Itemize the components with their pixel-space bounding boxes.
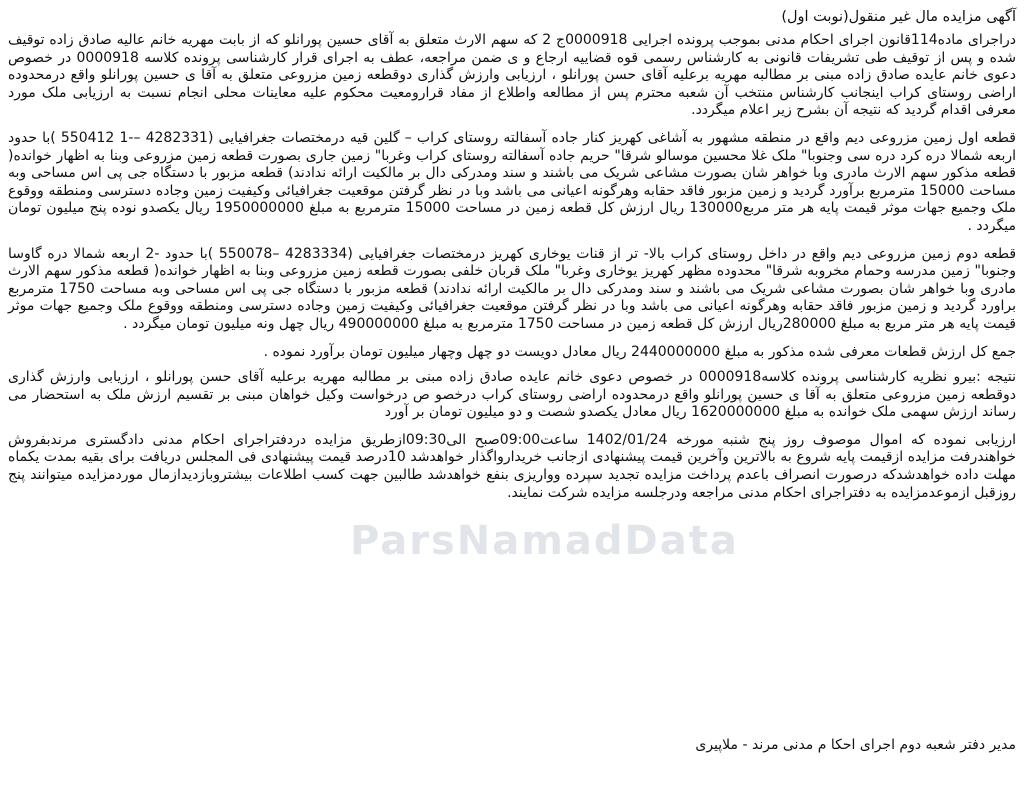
notice-title: آگهی مزایده مال غیر منقول(نوبت اول) [781, 9, 1016, 25]
parcel-two-paragraph: قطعه دوم زمین مزروعی دیم واقع در داخل روستای کراب بالا- تر از قنات یوخاری کهریز درمختصات جغرافیایی (4283334 –550078 )با حدود -2 اربعه شمالا دره گاوسا وجنوبا" زمین مدرسه وحمام مخروبه شرقا" محدوده مظهر کهریز یوخاری وغربا" ملک قربان خلفی بصورت قطعه زمین مزروعی وبنا به اظهار خوانده( قطعه مذکور سهم الارث مادری وبا خواهر شان بصورت مشاعی شریک می باشند و سند ومدرکی دال بر مالکیت ارائه ندادند) قطعه مزبور با دستگاه جی پی اس مساحی وبه مساحت 1750 مترمربع براورد گردید و زمین مزبور فاقد حقابه وهرگونه اعیانی می باشد وبا در نظر گرفتن موقعیت جغرافیائی وکیفیت زمین وجاده دسترسی ومنطقه ووقوع ملک وجمیع جهات موثر قیمت پایه هر متر مربع به مبلغ 280000ریال ارزش کل قطعه زمین در مساحت 1750 مترمربع به مبلغ 490000000 ریال چهل ونه میلیون تومان میگردد . [8, 245, 1017, 332]
watermark-text: ParsNamadData [350, 518, 739, 564]
total-value-paragraph: جمع کل ارزش قطعات معرفی شده مذکور به مبلغ 2440000000 ریال معادل دویست دو چهل وچهار میلیون تومان برآورد نموده . [263, 343, 1016, 360]
intro-paragraph: دراجرای ماده114قانون اجرای احکام مدنی بموجب پرونده اجرایی 0000918ج 2 که سهم الارث متعلق به آقای حسین پورانلو که از بابت مهریه خانم عالیه صادق زاده توقیف شده و پس از توقیف طی تشریفات قانونی به کارشناس رسمی قوه قضاییه ارجاع و ی ضمن مراجعه، عطف به اجرای قرار کارشناسی پرونده کلاسه 0000918 در خصوص دعوی خانم عایده صادق زاده مبنی بر مطالبه مهریه برعلیه آقای حسن پورانلو ، ارزیابی وارزش گذاری دوقطعه زمین مزروعی متعلق به آقا ی حسین پورانلو واقع درمحدوده اراضی روستای کراب اینجانب کارشناس منتخب آن شعبه محترم پس از مطالعه واطلاع از مفاد قرارومعیت محکوم علیه معاینات محلی انجام نسبت به ارزیابی ملک مورد معرفی اقدام گردید که نتیجه آن بشرح زیر اعلام میگردد. [8, 32, 1016, 119]
auction-details-paragraph: ارزیابی نموده که اموال موصوف روز پنج شنبه مورخه 1402/01/24 ساعت09:00صبح الی09:30ازطریق مزایده دردفتراجرای احکام مدنی دادگستری مرندبفروش خواهندرفت مزایده ازقیمت پایه شروع به بالاترین وآخرین قیمت پیشنهادی ازجانب خریدارواگذار خواهدشد 10درصد قیمت پیشنهادی فی المجلس دریافت برای بقیه بمدت یکماه مهلت داده خواهدشدکه درصورت انصراف باعدم پرداخت مزایده تجدید سپرده وواریزی بنفع خواهدشد طالبین جهت کسب اطلاعات بیشتروبازدیدازمال موردمزایده میتوانند پنج روزقبل ازموعدمزایده به دفتراجرای احکام مدنی مراجعه ودرجلسه مزایده شرکت نمایند. [8, 431, 1016, 501]
parcel-one-paragraph: قطعه اول زمین مزروعی دیم واقع در منطقه مشهور به آشاغی کهریز کنار جاده آسفالته روستای کراب – گلین قیه درمختصات جغرافیایی (4282331 –-1 550412 )با حدود اربعه شمالا دره کرد دره سی وجنوبا" ملک غلا محسین موسالو شرقا" حریم جاده آسفالته روستای کراب وغربا" زمین جاری بصورت قطعه زمین مزروعی وبنا به اظهار خوانده( قطعه مذکور سهم الارث مادری وبا خواهر شان بصورت مشاعی شریک می باشند و سند ومدرکی دال بر مالکیت ارائه ندادند) قطعه مزبور با دستگاه جی پی اس مساحی وبه مساحت 15000 مترمربع برآورد گردید و زمین مزبور فاقد حقابه وهرگونه اعیانی می باشد وبا در نظر گرفتن موقعیت جغرافیائی وکیفیت زمین وجاده دسترسی ومنطقه ووقوع ملک وجمیع جهات موثر قیمت پایه هر متر مربع130000 ریال ارزش کل قطعه زمین در مساحت 15000 مترمربع به مبلغ 1950000000 ریال یکصدو نوده پنج میلیون تومان میگردد . [8, 129, 1016, 234]
signature-line: مدیر دفتر شعبه دوم اجرای احکا م مدنی مرند - ملاپیری [695, 737, 1016, 753]
result-paragraph: نتیجه :بیرو نظریه کارشناسی پرونده کلاسه0000918 در خصوص دعوی خانم عایده صادق زاده مبنی بر مطالبه مهریه برعلیه آقای حسن پورانلو ، ارزیابی وارزش گذاری دوقطعه زمین مزروعی متعلق به آقا ی حسین پورانلو واقع درمحدوده اراضی روستای کراب درخصو ص درخواست وکیل خواهان مبنی بر تقسیم ارزش ملک به استحضار می رساند ارزش سهمی ملک خوانده به مبلغ 1620000000 ریال معادل یکصدو شصت و دو میلیون تومان بر آورد [8, 369, 1016, 421]
